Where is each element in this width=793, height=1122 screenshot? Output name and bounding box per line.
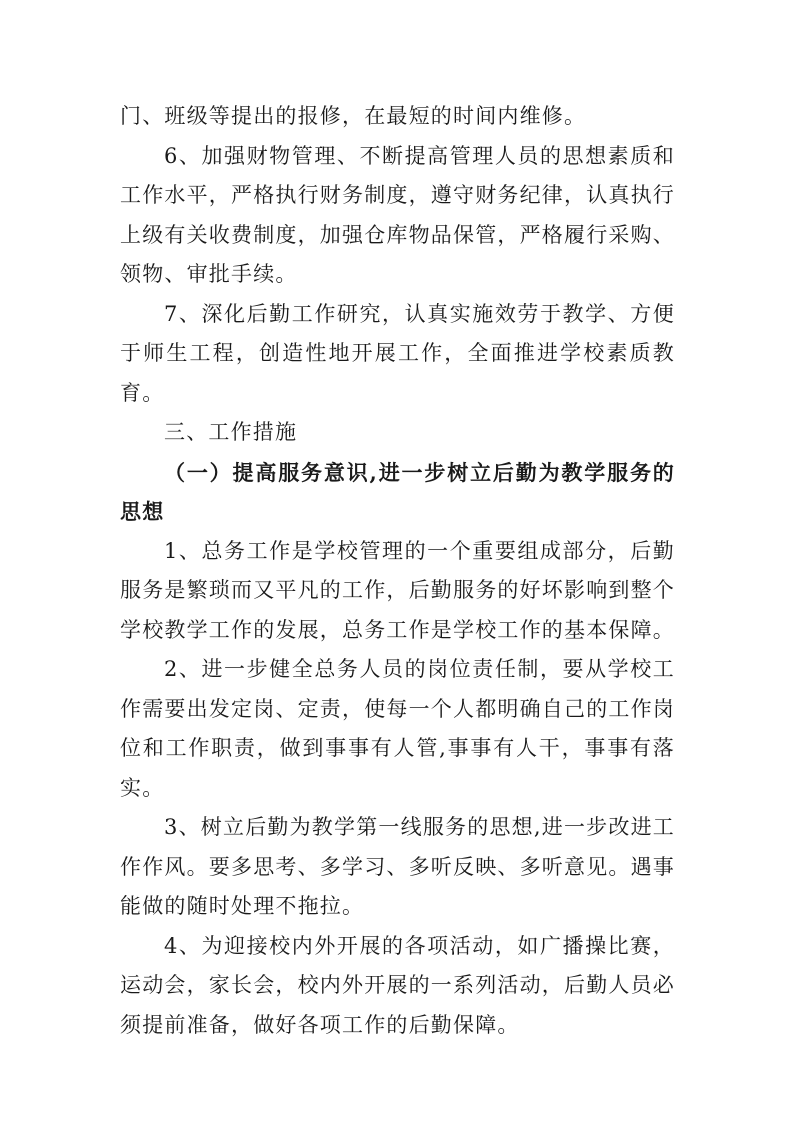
section-heading-work-measures: 三、工作措施 xyxy=(164,420,298,444)
paragraph-measure-2: 2、进一步健全总务人员的岗位责任制，要从学校工作需要出发定岗、定责，使每一个人都明确自己的工作岗位和工作职责，做到事事有人管,事事有人干，事事有落实。 xyxy=(120,657,675,800)
paragraph-measure-3: 3、树立后勤为教学第一线服务的思想,进一步改进工作作风。要多思考、多学习、多听反映、多听意见。遇事能做的随时处理不拖拉。 xyxy=(120,815,675,918)
paragraph-continuation: 门、班级等提出的报修，在最短的时间内维修。 xyxy=(120,104,587,128)
paragraph-item-7: 7、深化后勤工作研究，认真实施效劳于教学、方便于师生工程，创造性地开展工作，全面推进学校素质教育。 xyxy=(120,301,675,405)
paragraph-measure-1: 1、总务工作是学校管理的一个重要组成部分，后勤服务是繁琐而又平凡的工作，后勤服务的好坏影响到整个学校教学工作的发展，总务工作是学校工作的基本保障。 xyxy=(120,538,675,642)
document-page xyxy=(120,97,675,1045)
paragraph-item-6: 6、加强财物管理、不断提高管理人员的思想素质和工作水平，严格执行财务制度，遵守财务纪律，认真执行上级有关收费制度，加强仓库物品保管，严格履行采购、领物、审批手续。 xyxy=(120,143,675,286)
subsection-heading-service-awareness: （一）提高服务意识,进一步树立后勤为教学服务的思想 xyxy=(120,459,675,524)
paragraph-measure-4: 4、为迎接校内外开展的各项活动，如广播操比赛，运动会，家长会，校内外开展的一系列活动，后勤人员必须提前准备，做好各项工作的后勤保障。 xyxy=(120,933,675,1037)
